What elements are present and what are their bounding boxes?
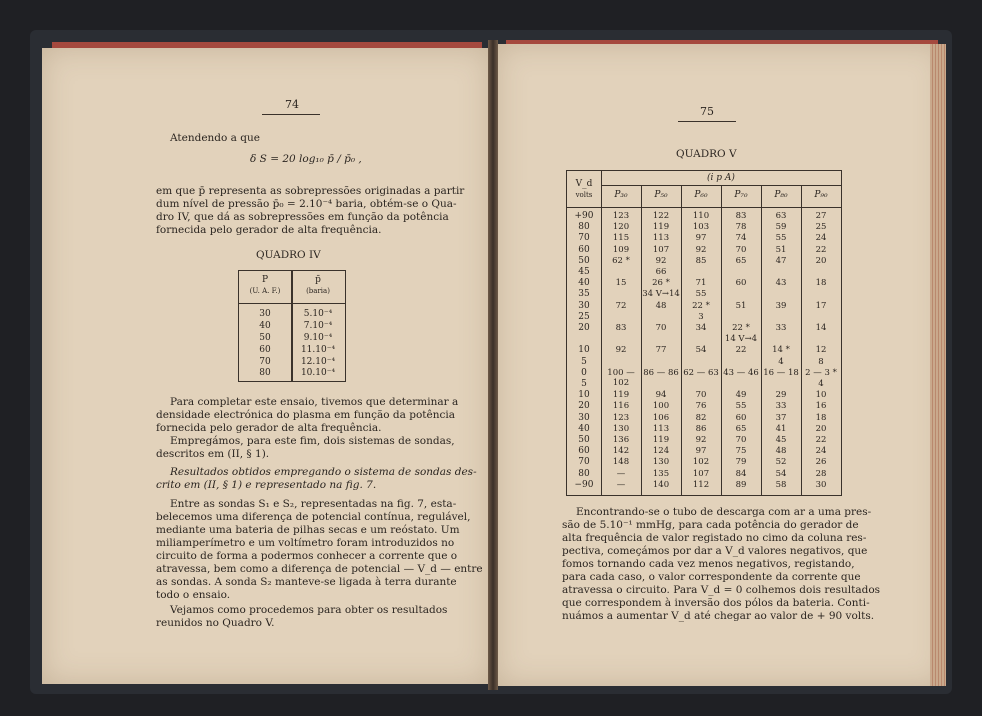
para3-line: miliamperímetro e um voltímetro foram introduzidos no	[156, 537, 455, 549]
para1-line: fornecida pelo gerador de alta frequência.	[156, 224, 382, 236]
table-cell: 4	[818, 379, 824, 389]
table-cell: 71	[695, 278, 707, 289]
table-cell: 9.10⁻⁴	[303, 333, 333, 343]
table-cell: 34 V→14	[642, 289, 680, 300]
table-cell: 70	[695, 390, 707, 401]
table-cell: 62 *	[612, 255, 630, 266]
table-cell: 86 — 86	[643, 367, 679, 378]
table-cell: 22	[735, 345, 747, 356]
vd-cell: 80	[578, 222, 590, 233]
para-line: Encontrando-se o tubo de descarga com ar a uma pres-	[576, 506, 872, 518]
table-cell: 92	[615, 345, 627, 356]
para-line: atravessa o circuito. Para V_d = 0 colhemos dois resultados	[562, 584, 881, 596]
vd-cell: 35	[578, 289, 590, 300]
vd-cell: 5	[581, 356, 587, 367]
table-cell: 130	[652, 457, 670, 468]
table-cell: 39	[775, 300, 787, 311]
table-cell: 45	[775, 435, 787, 445]
table-cell: 24	[815, 233, 827, 244]
table-cell: 77	[655, 345, 667, 356]
para1-line: dum nível de pressão p̄₀ = 2.10⁻⁴ baria, obtém-se o Qua-	[156, 198, 457, 210]
section-title: crito em (II, § 1) e representado na fig. 7.	[156, 479, 377, 491]
vd-cell: 50	[578, 435, 590, 445]
table-cell: 85	[695, 255, 707, 266]
table-cell: 54	[695, 345, 707, 356]
table-cell: 122	[652, 211, 670, 221]
table-cell: 100	[652, 401, 670, 412]
page-number-rule	[262, 114, 320, 115]
vd-cell: 80	[578, 468, 590, 479]
table-cell: 10	[815, 390, 827, 401]
group-header: (i p A)	[707, 173, 735, 183]
table-cell: 37	[775, 412, 787, 423]
table-cell: 34	[695, 323, 707, 333]
table-cell: 59	[775, 222, 787, 233]
para-line: pectiva, começámos por dar a V_d valores negativos, que	[562, 545, 868, 557]
table-cell: 51	[735, 300, 747, 311]
para4-line: Vejamos como procedemos para obter os resultados	[170, 604, 448, 616]
column-header: P₃₀	[614, 190, 628, 200]
table-cell: 70	[735, 435, 747, 445]
table-cell: 33	[775, 323, 787, 333]
vd-cell: 40	[578, 423, 590, 434]
vd-cell: 70	[578, 457, 590, 468]
vd-cell: 25	[578, 311, 590, 322]
table-cell: 130	[612, 423, 630, 434]
table-cell: 40	[259, 321, 271, 331]
table-cell: 103	[692, 222, 710, 233]
table-cell: 22 *	[732, 323, 750, 333]
table-cell: 55	[695, 289, 707, 300]
table-cell: 112	[692, 479, 710, 490]
table-cell: 2 — 3 *	[805, 367, 837, 378]
right-page-number: 75	[700, 105, 714, 118]
table-cell: 72	[615, 300, 627, 311]
vd-cell: 30	[578, 412, 590, 423]
table-cell: 82	[695, 412, 707, 423]
para3-line: belecemos uma diferença de potencial contínua, regulável,	[156, 511, 471, 523]
table-cell: 113	[652, 233, 670, 244]
para4-line: reunidos no Quadro V.	[156, 617, 275, 629]
table-cell: 94	[655, 390, 667, 401]
table-cell: 20	[815, 255, 827, 266]
corner-header: volts	[575, 191, 593, 199]
table-cell: 24	[815, 446, 827, 457]
table-cell: 18	[815, 412, 827, 423]
table-cell: 74	[735, 233, 747, 244]
column-header: P₆₀	[694, 190, 708, 200]
vd-cell: 60	[578, 244, 590, 255]
para3-line: todo o ensaio.	[156, 589, 231, 601]
table-cell: 16 — 18	[763, 367, 799, 378]
table-cell: 60	[259, 345, 271, 355]
table-cell: 52	[775, 457, 787, 468]
table-cell: 18	[815, 278, 827, 289]
table-cell: 54	[775, 468, 787, 479]
vd-cell: 10	[578, 345, 590, 356]
table-cell: 20	[815, 423, 827, 434]
table-cell: 124	[652, 446, 670, 457]
table-cell: 3	[698, 311, 704, 322]
table-cell: 7.10⁻⁴	[303, 321, 333, 331]
intro-text: Atendendo a que	[170, 132, 260, 144]
table-cell: 140	[652, 479, 670, 490]
table-cell: 29	[775, 390, 787, 401]
quadro-iv-title: QUADRO IV	[256, 249, 321, 261]
vd-cell: 5	[581, 379, 587, 389]
table-cell: 113	[652, 423, 670, 434]
table-cell: 30	[815, 479, 827, 490]
table-header-cell: (U. A. F.)	[249, 287, 281, 295]
table-cell: 14	[815, 323, 827, 333]
table-cell: 11.10⁻⁴	[300, 345, 336, 355]
table-cell: 33	[775, 401, 787, 412]
para-line: nuámos a aumentar V_d até chegar ao valor de + 90 volts.	[562, 610, 875, 622]
table-cell: 50	[259, 333, 271, 343]
table-cell: 92	[695, 244, 707, 255]
para3-line: as sondas. A sonda S₂ manteve-se ligada à terra durante	[156, 576, 457, 588]
table-cell: 107	[692, 468, 710, 479]
vd-cell: 30	[578, 300, 590, 311]
para3-line: Entre as sondas S₁ e S₂, representadas na fig. 7, esta-	[170, 498, 457, 510]
table-cell: 109	[612, 244, 630, 255]
table-cell: 63	[775, 211, 787, 221]
table-cell: 100 — 102	[607, 367, 635, 388]
table-cell: 70	[259, 357, 271, 367]
column-header: P₈₀	[774, 190, 788, 200]
page-number-rule	[678, 121, 736, 122]
para-line: alta frequência de valor registado no cimo da coluna res-	[562, 532, 867, 544]
table-cell: 110	[692, 211, 710, 221]
table-cell: 79	[735, 457, 747, 468]
vd-cell: 70	[578, 233, 590, 244]
left-page-number: 74	[285, 98, 299, 111]
table-cell: 27	[815, 211, 827, 221]
table-header-cell: p̄	[315, 275, 321, 285]
para3-line: circuito de forma a podermos conhecer a corrente que o	[156, 550, 458, 562]
vd-cell: 50	[578, 255, 590, 266]
table-cell: 115	[612, 233, 630, 244]
table-cell: 51	[775, 244, 787, 255]
table-cell: 22	[815, 435, 827, 445]
para3-line: mediante uma bateria de pilhas secas e um reóstato. Um	[156, 524, 460, 536]
column-header: P₅₀	[654, 190, 668, 200]
formula: δ S = 20 log₁₀ p̄ / p̄₀ ,	[250, 153, 362, 165]
table-cell: 70	[735, 244, 747, 255]
table-cell: 135	[652, 468, 670, 479]
table-cell: 148	[612, 457, 630, 468]
table-cell: 107	[652, 244, 670, 255]
table-cell: 123	[612, 211, 630, 221]
table-cell: 15	[615, 278, 627, 289]
para2-line: Empregámos, para este fim, dois sistemas de sondas,	[170, 435, 455, 447]
para2-line: densidade electrónica do plasma em função da potência	[156, 409, 455, 421]
para3-line: atravessa, bem como a diferença de potencial — V_d — entre	[156, 563, 483, 575]
table-cell: 43	[775, 278, 787, 289]
vd-cell: 20	[578, 323, 590, 333]
table-cell: 62 — 63	[683, 367, 719, 378]
book-gutter	[488, 40, 498, 690]
table-cell: 119	[652, 435, 670, 445]
vd-cell: 20	[578, 401, 590, 412]
table-cell: 49	[735, 390, 747, 401]
table-cell: 22 *	[692, 300, 710, 311]
column-header: P₇₀	[734, 190, 748, 200]
para-line: para cada caso, o valor correspondente da corrente que	[562, 571, 861, 583]
table-cell: —	[616, 479, 626, 490]
vd-cell: 10	[578, 390, 590, 401]
table-cell: 97	[695, 446, 707, 457]
table-cell: 60	[735, 412, 747, 423]
table-cell: 70	[655, 323, 667, 333]
vd-cell: 40	[578, 278, 590, 289]
table-cell: 60	[735, 278, 747, 289]
table-cell: 48	[775, 446, 787, 457]
table-cell: 123	[612, 412, 630, 423]
table-cell: 48	[655, 300, 667, 311]
table-cell: 55	[735, 401, 747, 412]
table-cell: 58	[775, 479, 787, 490]
table-cell: 55	[775, 233, 787, 244]
table-cell: 16	[815, 401, 827, 412]
vd-cell: 60	[578, 446, 590, 457]
column-header: P₉₀	[814, 190, 828, 200]
table-cell: 97	[695, 233, 707, 244]
table-cell: 106	[652, 412, 670, 423]
table-cell: 92	[695, 435, 707, 445]
table-cell: 65	[735, 255, 747, 266]
page-stack-edge	[930, 44, 946, 686]
table-cell: 86	[695, 423, 707, 434]
table-cell: 25	[815, 222, 827, 233]
para2-line: Para completar este ensaio, tivemos que determinar a	[170, 396, 459, 408]
section-title: Resultados obtidos empregando o sistema de sondas des-	[170, 466, 477, 478]
table-cell: 12	[815, 345, 827, 356]
table-cell: 66	[655, 267, 667, 277]
quadro-iv-table	[238, 270, 346, 382]
table-cell: 14 *	[772, 345, 790, 356]
table-cell: 75	[735, 446, 747, 457]
table-cell: 83	[615, 323, 627, 333]
quadro-v-title: QUADRO V	[676, 148, 737, 160]
table-cell: 47	[775, 255, 787, 266]
table-cell: 5.10⁻⁴	[303, 309, 333, 319]
vd-cell: −90	[574, 479, 594, 490]
table-cell: 17	[815, 300, 827, 311]
table-cell: 43 — 46	[723, 367, 759, 378]
table-cell: 119	[612, 390, 630, 401]
table-cell: 80	[259, 368, 271, 378]
para1-line: em que p̄ representa as sobrepressões originadas a partir	[156, 185, 465, 197]
table-cell: 84	[735, 468, 747, 479]
table-cell: 102	[692, 457, 710, 468]
table-cell: 8	[818, 356, 824, 367]
table-cell: 4	[778, 356, 784, 367]
quadro-v-table	[566, 170, 842, 496]
table-cell: 14 V→4	[724, 334, 758, 345]
table-cell: 10.10⁻⁴	[300, 368, 336, 378]
table-cell: 142	[612, 446, 630, 457]
vd-cell: 45	[578, 267, 590, 277]
table-cell: 119	[652, 222, 670, 233]
table-cell: 76	[695, 401, 707, 412]
table-cell: 30	[259, 309, 271, 319]
vd-cell: +90	[574, 211, 594, 221]
table-cell: 65	[735, 423, 747, 434]
table-cell: 12.10⁻⁴	[300, 357, 336, 367]
table-cell: 28	[815, 468, 827, 479]
para-line: que correspondem à inversão dos pólos da bateria. Conti-	[562, 597, 870, 609]
table-cell: 116	[612, 401, 630, 412]
table-cell: 136	[612, 435, 630, 445]
para2-line: descritos em (II, § 1).	[156, 448, 270, 460]
table-header-cell: (baria)	[306, 287, 330, 295]
para-line: são de 5.10⁻¹ mmHg, para cada potência do gerador de	[562, 519, 859, 531]
table-cell: 26 *	[652, 278, 670, 289]
para2-line: fornecida pelo gerador de alta frequência.	[156, 422, 382, 434]
table-cell: 120	[612, 222, 630, 233]
table-cell: 92	[655, 255, 667, 266]
table-cell: 78	[735, 222, 747, 233]
vd-cell: 0	[581, 367, 587, 378]
table-header-cell: P	[261, 275, 269, 285]
table-cell: 41	[775, 423, 787, 434]
para-line: fomos tornando cada vez menos negativos, registando,	[562, 558, 855, 570]
table-cell: 26	[815, 457, 827, 468]
table-cell: 22	[815, 244, 827, 255]
corner-header: V_d	[575, 179, 593, 189]
table-cell: 83	[735, 211, 747, 221]
table-cell: 89	[735, 479, 747, 490]
para1-line: dro IV, que dá as sobrepressões em função da potência	[156, 211, 449, 223]
table-cell: —	[616, 468, 626, 479]
